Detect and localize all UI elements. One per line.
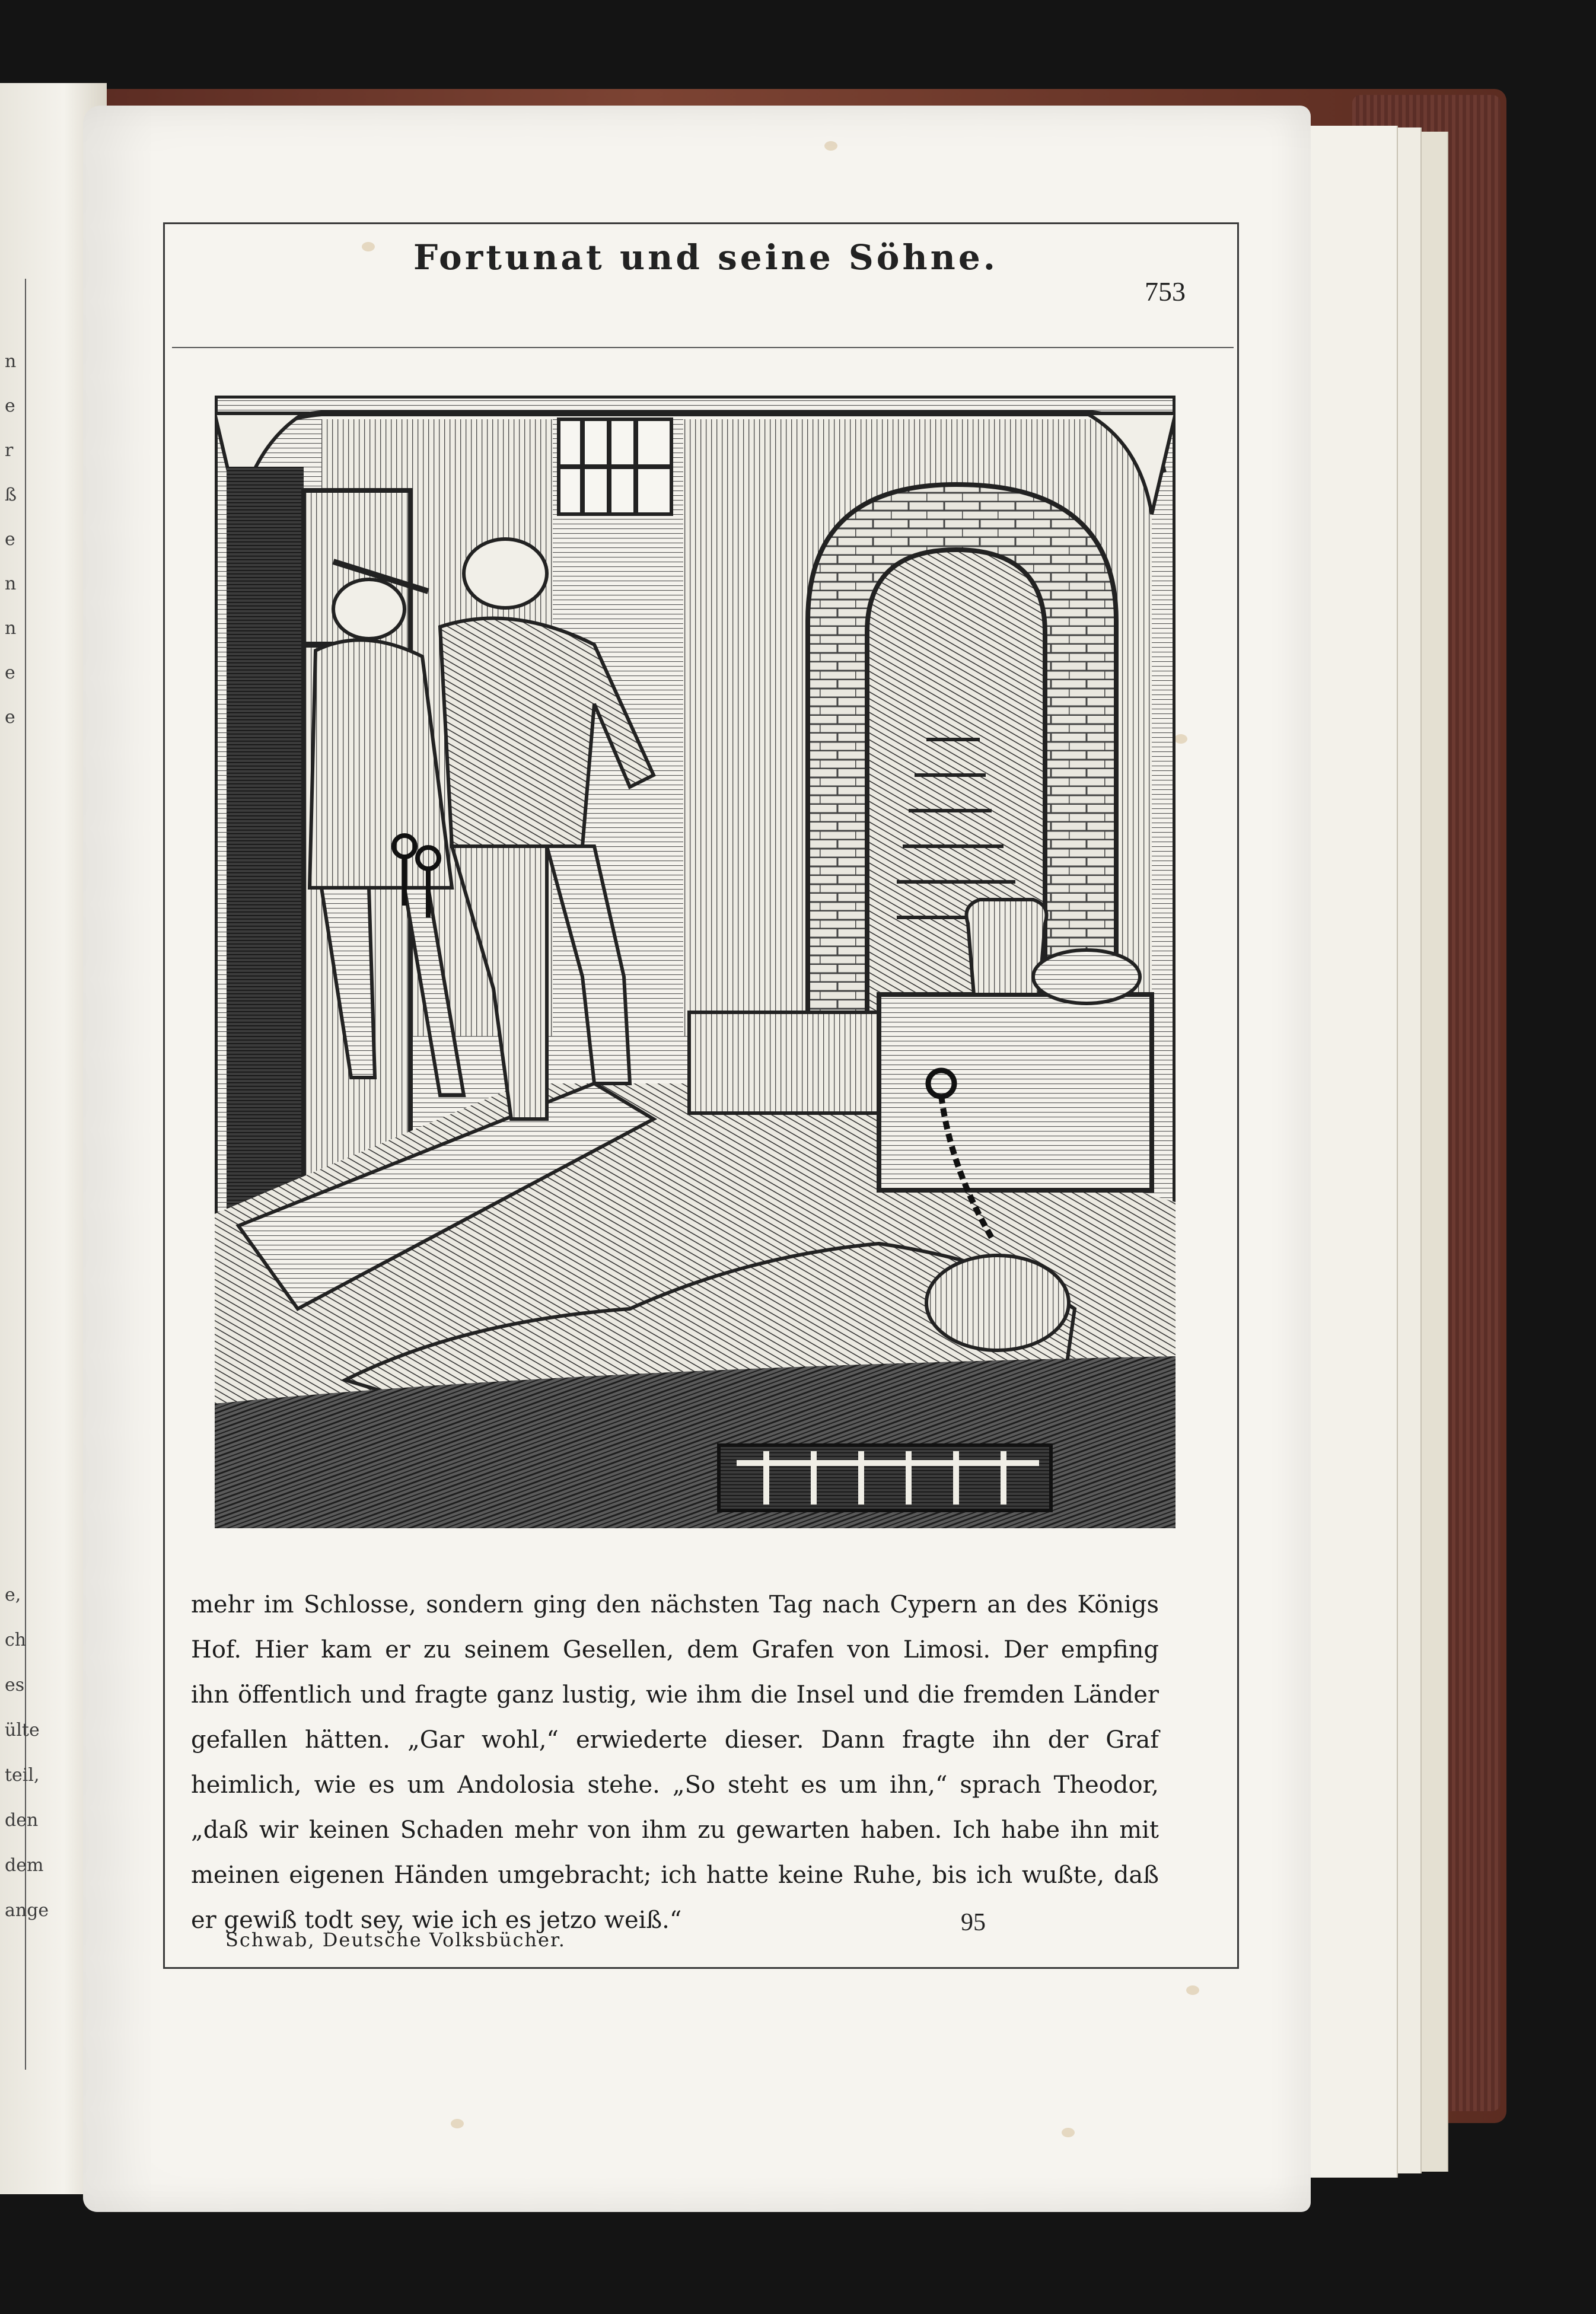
left-page-fragment: e [5,662,15,683]
foxing-spot [451,2119,464,2128]
left-page-fragment: dem [5,1855,44,1876]
bread-loaf [1033,950,1140,1003]
text-line: Hof. Hier kam er zu seinem Gesellen, dem Grafen von Limosi. Der empfing [191,1636,1159,1663]
text-line: „daß wir keinen Schaden mehr von ihm zu gewarten haben. Ich habe ihn mit [191,1816,1159,1844]
text-line: heimlich, wie es um Andolosia stehe. „So steht es um ihn,“ sprach Theodor, [191,1771,1159,1799]
left-page-fragment: ß [5,485,17,505]
text-line: gefallen hätten. „Gar wohl,“ erwiederte dieser. Dann fragte ihn der Graf [191,1726,1159,1754]
foxing-spot [824,141,837,151]
left-page-fragment: ülte [5,1720,40,1741]
text-line: meinen eigenen Händen umgebracht; ich hatte keine Ruhe, bis ich wußte, daß [191,1862,1159,1889]
left-page-fragment: ch [5,1630,27,1650]
running-head: Fortunat und seine Söhne. [413,237,998,278]
text-line: ihn öffentlich und fragte ganz lustig, wie ihm die Insel und die fremden Länder [191,1681,1159,1709]
left-page-fragment: n [5,618,17,639]
left-page-fragment: e, [5,1585,21,1605]
door-jamb [227,467,304,1238]
signature-mark: 95 [961,1909,986,1936]
stone-block [879,995,1152,1190]
left-page-fragment: e [5,529,15,550]
left-page-fragment: n [5,573,17,594]
text-line: mehr im Schlosse, sondern ging den nächsten Tag nach Cypern an des Königs [191,1591,1159,1618]
text-line: er gewiß todt sey, wie ich es jetzo weiß.“ [191,1907,682,1934]
left-page-fragment: n [5,351,17,372]
left-page-fragment: r [5,440,14,461]
left-page-fragment: teil, [5,1765,40,1786]
foxing-spot [1062,2128,1075,2137]
left-page-fragment: den [5,1810,39,1831]
left-page-fragment: e [5,396,15,416]
footer-signature: Schwab, Deutsche Volksbücher. [225,1929,566,1951]
header-rule [172,347,1234,348]
left-page-fragment: ange [5,1900,49,1921]
page-number: 753 [1145,276,1186,307]
left-page-fragment: e [5,707,15,728]
stone-bench [689,1012,879,1113]
left-page-fragment: es [5,1675,25,1695]
woodcut-illustration [215,396,1176,1528]
foxing-spot [1186,1985,1199,1995]
body-text [191,1582,1159,1943]
